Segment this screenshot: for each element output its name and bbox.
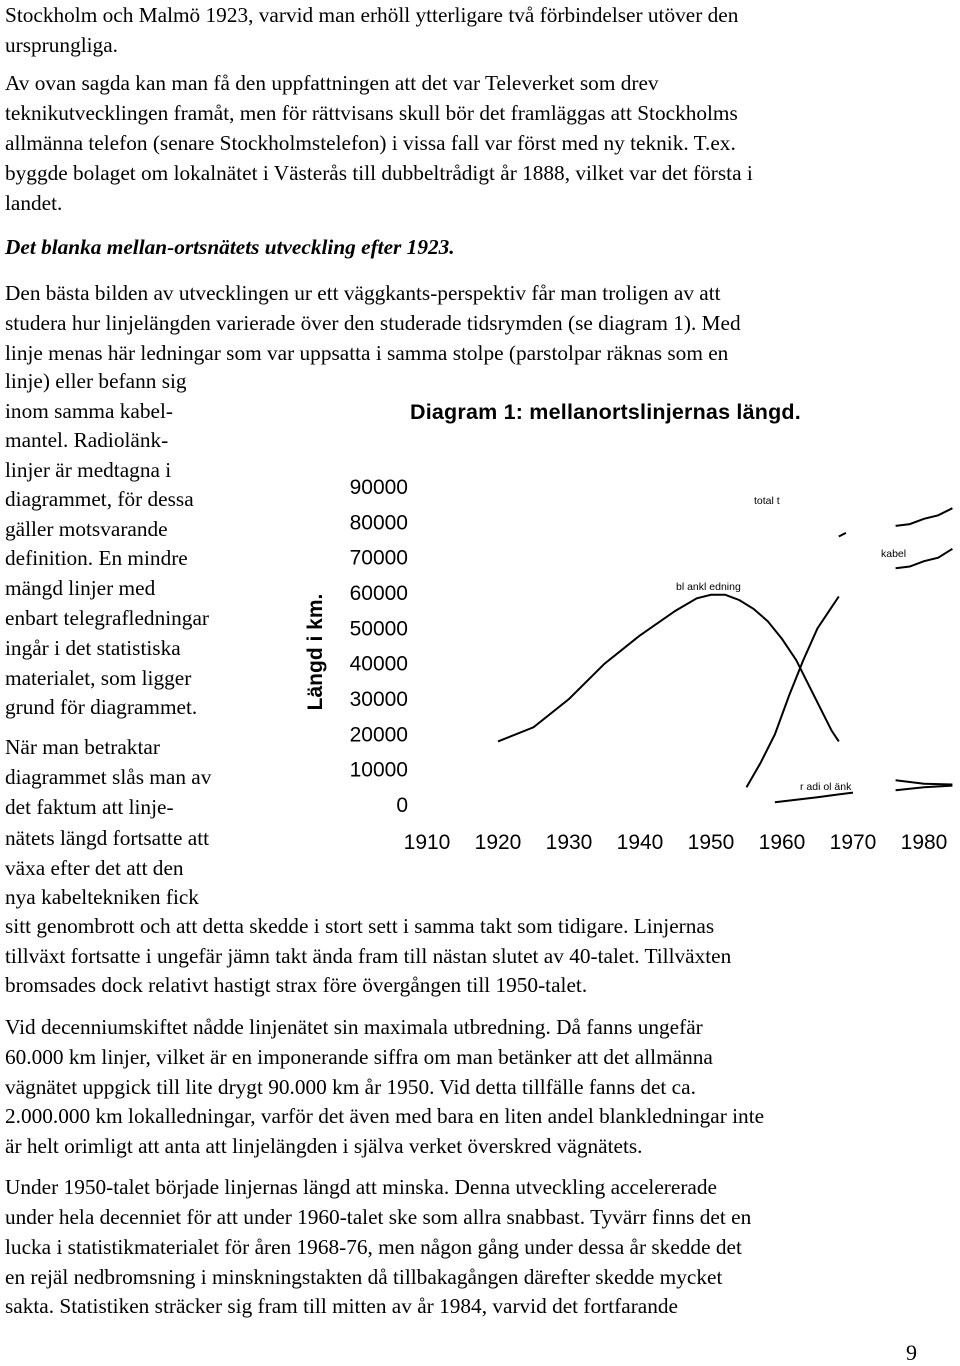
text-line: Under 1950-talet började linjernas längd att minska. Denna utveckling accelererade	[5, 1175, 717, 1199]
section-heading: Det blanka mellan-ortsnätets utveckling efter 1923.	[5, 235, 455, 259]
y-tick-label: 20000	[349, 723, 408, 747]
x-tick-label: 1930	[545, 831, 593, 854]
text-line: grund för diagrammet.	[5, 695, 198, 719]
text-line: lucka i statistikmaterialet för åren 1968-76, men någon gång under dessa år skedde det	[5, 1235, 742, 1259]
text-line: är helt orimligt att anta att linjelängden i själva verket överskred vägnätets.	[5, 1134, 643, 1158]
text-line: sakta. Statistiken sträcker sig fram till mitten av år 1984, varvid det fortfarande	[5, 1294, 679, 1318]
text-line: studera hur linjelängden varierade över den studerade tidsrymden (se diagram 1). Med	[5, 311, 741, 335]
text-line: enbart telegrafledningar	[5, 606, 209, 630]
y-tick-label: 70000	[349, 546, 408, 570]
text-line: inom samma kabel-	[5, 399, 173, 423]
text-line: 60.000 km linjer, vilket är en imponerande siffra om man betänker att det allmänna	[5, 1045, 713, 1069]
y-tick-label: 0	[396, 794, 408, 817]
y-tick-label: 60000	[349, 582, 408, 605]
y-tick-label: 80000	[349, 511, 408, 535]
series-label: r adi ol änk	[800, 781, 852, 793]
x-tick-label: 1950	[687, 831, 735, 854]
y-tick-label: 50000	[349, 617, 408, 641]
text-line: mängd linjer med	[5, 576, 156, 600]
y-tick-label: 30000	[349, 688, 408, 711]
text-line: Den bästa bilden av utvecklingen ur ett väggkants-perspektiv får man troligen av att	[5, 281, 721, 305]
text-line: materialet, som ligger	[5, 666, 192, 690]
text-line: landet.	[5, 191, 63, 215]
text-line: diagrammet slås man av	[5, 765, 212, 789]
text-line: linje) eller befann sig	[5, 369, 187, 393]
text-line: växa efter det att den	[5, 856, 184, 880]
text-line: under hela decenniet för att under 1960-talet ske som allra snabbast. Tyvärr finns det en	[5, 1205, 752, 1229]
text-line: tillväxt fortsatte i ungefär jämn takt ända fram till nästan slutet av 40-talet. Tillväxten	[5, 944, 732, 968]
text-line: 2.000.000 km lokalledningar, varför det även med bara en liten andel blankledningar inte	[5, 1104, 765, 1128]
text-line: byggde bolaget om lokalnätet i Västerås till dubbeltrådigt år 1888, vilket var det första i	[5, 161, 753, 185]
series-label: kabel	[881, 548, 907, 560]
text-line: ursprungliga.	[5, 33, 118, 57]
x-tick-label: 1920	[474, 831, 522, 854]
text-line: diagrammet, för dessa	[5, 487, 194, 511]
series-line-kabel	[747, 549, 953, 788]
text-line: linjer är medtagna i	[5, 458, 172, 482]
y-tick-label: 10000	[349, 758, 408, 782]
text-line: linje menas här ledningar som var uppsatta i samma stolpe (parstolpar räknas som en	[5, 341, 729, 365]
text-line: definition. En mindre	[5, 546, 188, 570]
text-line: sitt genombrott och att detta skedde i stort sett i samma takt som tidigare. Linjernas	[5, 914, 715, 938]
x-tick-label: 1940	[616, 831, 664, 854]
text-line: teknikutvecklingen framåt, men för rättvisans skull bör det framläggas att Stockholms	[5, 101, 738, 125]
x-tick-label: 1960	[758, 831, 806, 854]
x-tick-label: 1910	[403, 831, 451, 854]
series-label: total t	[754, 495, 780, 507]
text-line: mantel. Radiolänk-	[5, 428, 169, 452]
text-line: en rejäl nedbromsning i minskningstakten då tillbakagången därefter skedde mycket	[5, 1265, 723, 1289]
text-line: nätets längd fortsatte att	[5, 826, 210, 850]
text-line: nya kabeltekniken fick	[5, 885, 199, 909]
chart-title: Diagram 1: mellanortslinjernas längd.	[410, 400, 801, 424]
text-line: Av ovan sagda kan man få den uppfattningen att det var Televerket som drev	[5, 71, 659, 95]
text-line: Stockholm och Malmö 1923, varvid man erhöll ytterligare två förbindelser utöver den	[5, 3, 739, 27]
x-tick-label: 1970	[829, 831, 877, 854]
text-line: vägnätet uppgick till lite drygt 90.000 km år 1950. Vid detta tillfälle fanns det ca.	[5, 1075, 696, 1099]
text-line: När man betraktar	[5, 735, 160, 759]
y-axis-label: Längd i km.	[304, 593, 327, 711]
x-tick-label: 1980	[900, 831, 948, 854]
series-label: bl ankl edning	[676, 581, 741, 593]
text-line: Vid decenniumskiftet nådde linjenätet sin maximala utbredning. Då fanns ungefär	[5, 1015, 703, 1039]
text-line: ingår i det statistiska	[5, 636, 181, 660]
page-number: 9	[906, 1340, 917, 1365]
series-line-totalt	[839, 508, 953, 536]
series-line-blankledning	[498, 595, 952, 785]
text-line: allmänna telefon (senare Stockholmstelefon) i vissa fall var först med ny teknik. T.ex.	[5, 131, 736, 155]
text-line: det faktum att linje-	[5, 795, 174, 819]
text-line: gäller motsvarande	[5, 517, 168, 541]
y-tick-label: 90000	[349, 476, 408, 499]
y-tick-label: 40000	[349, 652, 408, 676]
text-line: bromsades dock relativt hastigt strax före övergången till 1950-talet.	[5, 973, 588, 997]
